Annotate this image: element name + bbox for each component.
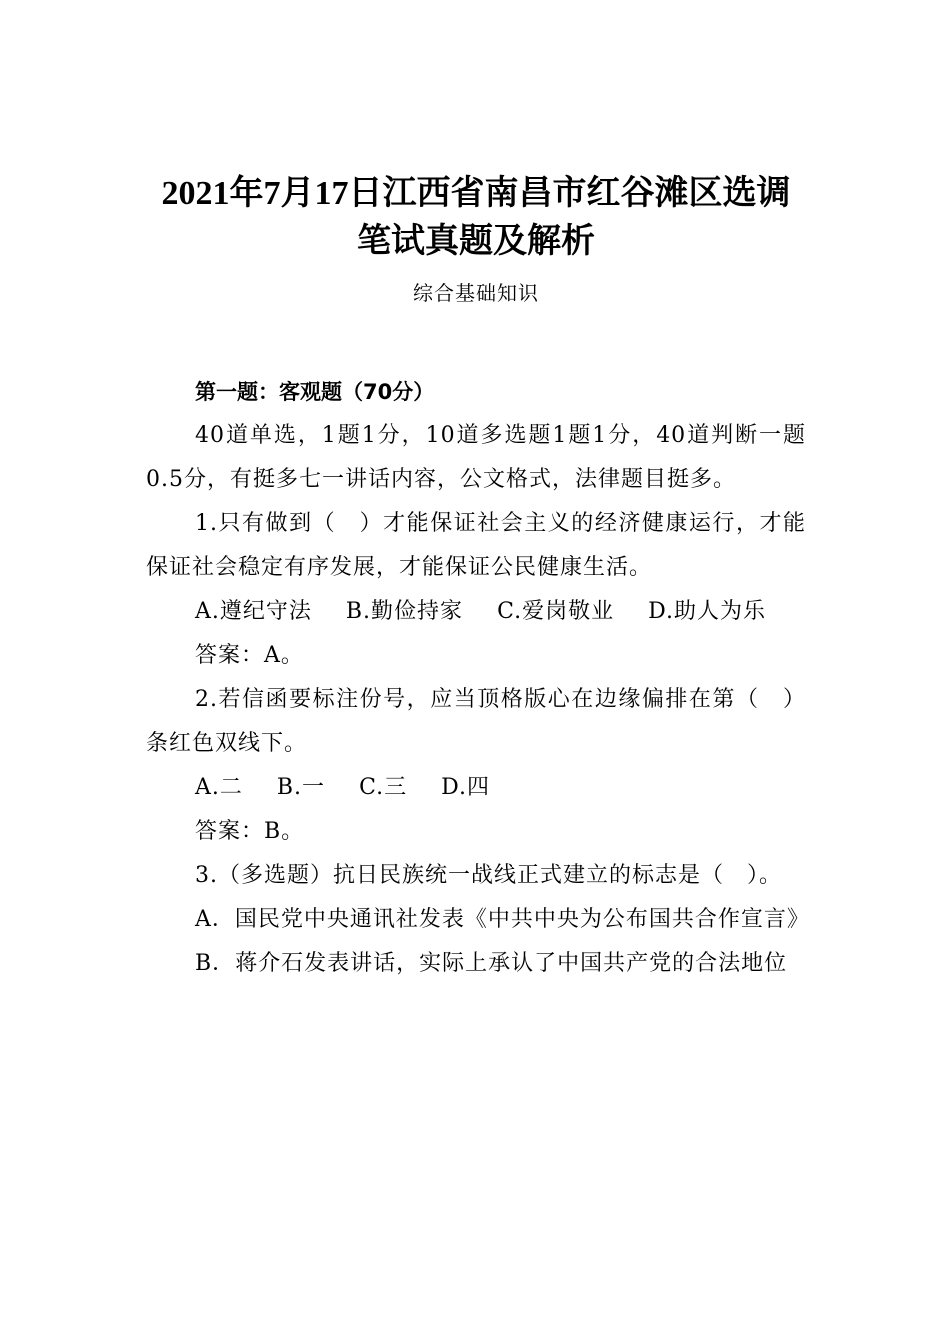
- question-2-answer: 答案：B。: [195, 819, 305, 844]
- question-2-option-c: C.三: [359, 775, 408, 800]
- question-1-option-d: D.助人为乐: [648, 599, 766, 624]
- question-1-option-a: A.遵纪守法: [195, 599, 312, 624]
- question-1-stem: 1.只有做到（ ）才能保证社会主义的经济健康运行，才能保证社会稳定有序发展，才能保证公民健康生活。: [146, 511, 806, 580]
- document-subtitle: 综合基础知识: [413, 281, 539, 305]
- section-heading: 第一题：客观题（70分）: [195, 380, 435, 404]
- question-3-option-a: A．国民党中央通讯社发表《中共中央为公布国共合作宣言》: [195, 907, 810, 932]
- question-3-option-b: B．蒋介石发表讲话，实际上承认了中国共产党的合法地位: [195, 951, 788, 976]
- question-2-option-a: A.二: [195, 775, 243, 800]
- intro-paragraph: 40道单选，1题1分，10道多选题1题1分，40道判断一题0.5分，有挺多七一讲话内容，公文格式，法律题目挺多。: [146, 423, 806, 492]
- question-2-option-b: B.一: [276, 775, 326, 800]
- document-title: 2021年7月17日江西省南昌市红谷滩区选调笔试真题及解析: [161, 175, 791, 260]
- question-3-stem: 3.（多选题）抗日民族统一战线正式建立的标志是（ ）。: [195, 863, 782, 888]
- question-1-options: [146, 590, 806, 634]
- question-2-option-d: D.四: [441, 775, 490, 800]
- question-1-option-c: C.爱岗敬业: [497, 599, 615, 624]
- document-page: [146, 170, 810, 986]
- question-2-stem: 2.若信函要标注份号，应当顶格版心在边缘偏排在第（ ）条红色双线下。: [146, 687, 806, 756]
- question-2-options: [146, 766, 806, 810]
- question-1-option-b: B.勤俭持家: [345, 599, 464, 624]
- question-1-answer: 答案：A。: [195, 643, 304, 668]
